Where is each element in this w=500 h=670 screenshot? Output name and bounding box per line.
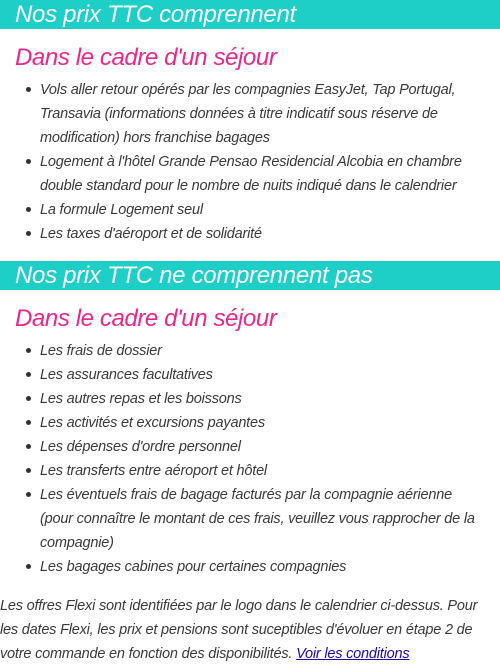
list-item: Les taxes d'aéroport et de solidarité: [40, 222, 500, 246]
list-item: Les bagages cabines pour certaines compagnies: [40, 555, 500, 579]
included-heading: Nos prix TTC comprennent: [0, 0, 500, 29]
flexi-note-text: Les offres Flexi sont identifiées par le logo dans le calendrier ci-dessus. Pour les dates Flexi, les prix et pensions sont suceptibles d'évoluer en étape 2 de votre commande en fonction des disponibilités.: [0, 598, 478, 662]
list-item: Les assurances facultatives: [40, 363, 500, 387]
list-item: Les activités et excursions payantes: [40, 411, 500, 435]
excluded-heading: Nos prix TTC ne comprennent pas: [0, 261, 500, 290]
conditions-link[interactable]: Voir les conditions: [296, 646, 410, 662]
flexi-note: [0, 594, 500, 666]
included-list: [0, 78, 500, 246]
excluded-section: [0, 261, 500, 579]
list-item: Vols aller retour opérés par les compagnies EasyJet, Tap Portugal, Transavia (informations données à titre indicatif sous réserve de modification) hors franchise bagages: [40, 78, 500, 150]
list-item: Les autres repas et les boissons: [40, 387, 500, 411]
list-item: Les frais de dossier: [40, 339, 500, 363]
excluded-subheading: Dans le cadre d'un séjour: [15, 305, 277, 332]
included-section: [0, 0, 500, 246]
list-item: Les éventuels frais de bagage facturés par la compagnie aérienne (pour connaître le montant de ces frais, veuillez vous rapprocher de la compagnie): [40, 483, 500, 555]
excluded-list: [0, 339, 500, 579]
included-subheading: Dans le cadre d'un séjour: [15, 44, 277, 71]
list-item: Les dépenses d'ordre personnel: [40, 435, 500, 459]
list-item: Les transferts entre aéroport et hôtel: [40, 459, 500, 483]
list-item: Logement à l'hôtel Grande Pensao Residencial Alcobia en chambre double standard pour le nombre de nuits indiqué dans le calendrier: [40, 150, 500, 198]
list-item: La formule Logement seul: [40, 198, 500, 222]
